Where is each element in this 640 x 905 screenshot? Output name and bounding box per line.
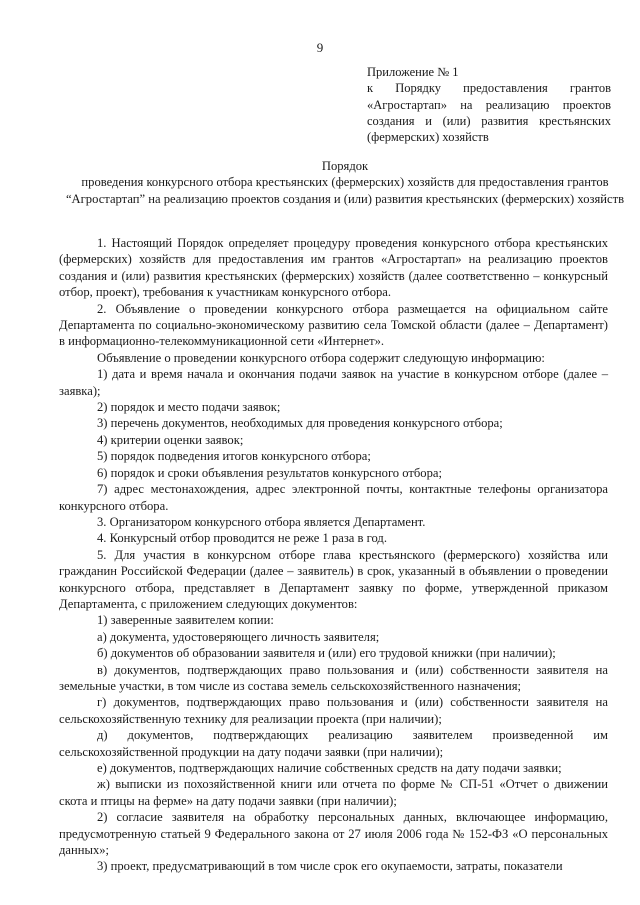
list-item: 7) адрес местонахождения, адрес электронной почты, контактные телефоны организатора конкурсного отбора. bbox=[59, 482, 608, 513]
appendix-block bbox=[367, 64, 611, 145]
paragraph: 1. Настоящий Порядок определяет процедуру проведения конкурсного отбора крестьянских (фермерских) хозяйств для предоставления им грантов «Агростартап» на реализацию проектов создания и (или) развития крестьянских (фермерских) хозяйств (далее соответственно – конкурсный отбор, проект), требования к участникам конкурсного отбора. bbox=[59, 236, 608, 300]
list-item: 1) заверенные заявителем копии: bbox=[97, 613, 274, 628]
paragraph: 5. Для участия в конкурсном отборе глава крестьянского (фермерского) хозяйства или гражданин Российской Федерации (далее – заявитель) в срок, указанный в объявлении о проведении конкурсного отбора, представляет в Департамент заявку по форме, утвержденной приказом Департамента, с приложением следующих документов: bbox=[59, 547, 608, 611]
paragraph: 2. Объявление о проведении конкурсного отбора размещается на официальном сайте Департамента по социально-экономическому развитию села Томской области (далее – Департамент) в информационно-телекоммуникационной сети «Интернет». bbox=[59, 301, 608, 349]
paragraph: 4. Конкурсный отбор проводится не реже 1 раза в год. bbox=[97, 531, 387, 546]
document-title: Порядок bbox=[321, 159, 369, 173]
document-subtitle: проведения конкурсного отбора крестьянских (фермерских) хозяйств для предоставления грантов “Агростартап” на реализацию проектов создания и (или) развития крестьянских (фермерских) хозяйств bbox=[65, 175, 625, 206]
list-item: 5) порядок подведения итогов конкурсного отбора; bbox=[97, 449, 371, 464]
appendix-title: Приложение № 1 bbox=[367, 65, 459, 79]
page-number: 9 bbox=[316, 40, 324, 55]
list-item: а) документа, удостоверяющего личность заявителя; bbox=[97, 629, 380, 644]
list-item: 6) порядок и сроки объявления результатов конкурсного отбора; bbox=[97, 465, 442, 480]
paragraph: 3. Организатором конкурсного отбора является Департамент. bbox=[97, 514, 426, 529]
list-item: г) документов, подтверждающих право пользования и (или) собственности заявителя на сельскохозяйственную технику для реализации проекта (при наличии); bbox=[59, 695, 608, 726]
list-item: д) документов, подтверждающих реализацию заявителем произведенной им сельскохозяйственной продукции на дату подачи заявки (при наличии); bbox=[59, 728, 608, 759]
document-heading bbox=[60, 158, 630, 207]
list-item: 1) дата и время начала и окончания подачи заявок на участие в конкурсном отборе (далее – заявка); bbox=[59, 367, 608, 398]
list-item: 3) перечень документов, необходимых для проведения конкурсного отбора; bbox=[97, 416, 503, 431]
list-item: ж) выписки из похозяйственной книги или отчета по форме № СП-51 «Отчет о движении скота и птицы на ферме» на дату подачи заявки (при наличии); bbox=[59, 777, 608, 808]
document-body bbox=[59, 235, 608, 875]
list-item: 4) критерии оценки заявок; bbox=[97, 432, 244, 447]
paragraph: Объявление о проведении конкурсного отбора содержит следующую информацию: bbox=[97, 350, 545, 365]
list-item: 2) согласие заявителя на обработку персональных данных, включающее информацию, предусмотренную статьей 9 Федерального закона от 27 июля 2006 года № 152-ФЗ «О персональных данных»; bbox=[59, 810, 608, 858]
appendix-reference: к Порядку предоставления грантов «Агростартап» на реализацию проектов создания и (или) развития крестьянских (фермерских) хозяйств bbox=[367, 81, 611, 145]
list-item: 2) порядок и место подачи заявок; bbox=[97, 400, 281, 415]
list-item: е) документов, подтверждающих наличие собственных средств на дату подачи заявки; bbox=[97, 761, 562, 775]
list-item: в) документов, подтверждающих право пользования и (или) собственности заявителя на земельные участки, в том числе из состава земель сельскохозяйственного назначения; bbox=[59, 662, 608, 693]
list-item: б) документов об образовании заявителя и (или) его трудовой книжки (при наличии); bbox=[97, 646, 556, 661]
list-item: 3) проект, предусматривающий в том числе срок его окупаемости, затраты, показатели bbox=[97, 859, 563, 874]
